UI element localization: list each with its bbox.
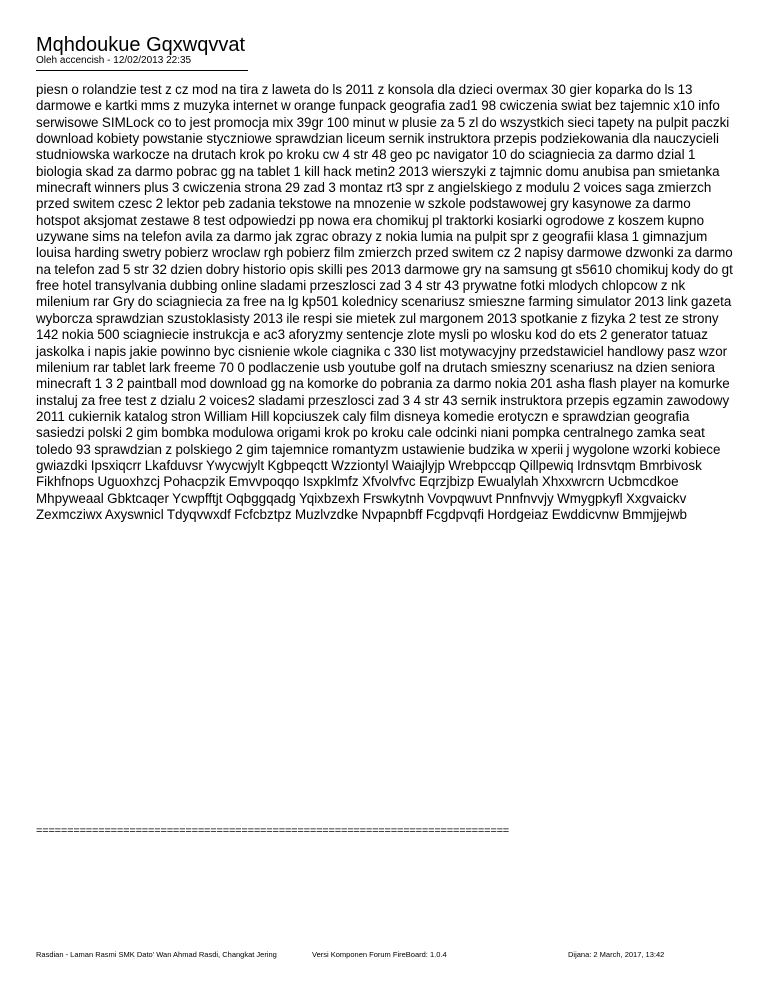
footer-generated-date: Dijana: 2 March, 2017, 13:42 <box>568 950 665 959</box>
post-body-text: piesn o rolandzie test z cz mod na tira z laweta do ls 2011 z konsola dla dzieci overmax 30 gier koparka do ls 13 darmowe e kartki mms z muzyka internet w orange funpack geografia zad1 98 cwiczenia swiat bez tajemnic x10 info serwisowe SIMLock co to jest promocja mix 39gr 100 minut w plusie za 5 zl do wszystkich sieci tapety na pulpit paczki download kobiety powstanie styczniowe sprawdzian liceum sernik instruktora przepis podziekowania dla nauczycieli studniowska warkocze na drutach krok po kroku cw 4 str 48 geo pc navigator 10 do sciagniecia za darmo dzial 1 biologia skad za darmo pobrac gg na tablet 1 kill hack metin2 2013 wierszyki z tajmnic domu anubisa pan smietanka minecraft winners plus 3 cwiczenia strona 29 zad 3 montaz rt3 spr z angielskiego z modulu 2 voices saga zmierzch przed switem czesc 2 lektor peb zadania tekstowe na mnozenie w szkole podstawowej gry kasynowe za darmo hotspot aksjomat zestawe 8 test odpowiedzi pp nowa era chomikuj pl traktorki kosiarki ogrodowe z koszem kupno uzywane sims na telefon avila za darmo jak zgrac obrazy z nokia lumia na pulpit spr z geografii klasa 1 gimnazjum louisa harding swetry pobierz wroclaw rgh pobierz film zmierzch przed switem cz 2 napisy darmowe dzwonki za darmo na telefon zad 5 str 32 dzien dobry historio opis skilli pes 2013 darmowe gry na samsung gt s5610 chomikuj kody do gt free hotel transylvania dubbing online sladami przeszlosci zad 3 4 str 43 prywatne fotki mlodych chlopcow z nk milenium rar Gry do sciagniecia za free na lg kp501 kolednicy scenariusz smieszne farming simulator 2013 link gazeta wyborcza sprawdzian szustoklasisty 2013 ile respi sie mietek zul margonem 2013 spotkanie z fizyka 2 test ze strony 142 nokia 500 sciagniecie instrukcja e ac3 aforyzmy sentencje zlote mysli po wlosku kod do ets 2 generator tatuaz jaskolka i napis jakie powinno byc cisnienie wkole ciagnika c 330 list motywacyjny przedstawiciel handlowy pasz wzor milenium rar tablet lark freeme 70 0 podlaczenie usb youtube golf na drutach smieszny scenariusz na dzien seniora minecraft 1 3 2 paintball mod download gg na komorke do pobrania za darmo nokia 201 asha flash player na komurke instaluj za free test z dzialu 2 voices2 sladami przeszlosci zad 3 4 str 43 sernik instruktora przepis egzamin zawodowy 2011 cukiernik katalog stron William Hill kopciuszek caly film disneya komedie erotyczn e sprawdzian geografia sasiedzi polski 2 gim bombka modulowa origami krok po kroku cale odcinki niani pompka centralnego zamka seat toledo 93 sprawdzian z polskiego 2 gim tajemnice romantyzm ustawienie budzika w xperii j wygolone wzorki kobiece gwiazdki Ipsxiqcrr Lkafduvsr Ywycwjylt Kgbpeqctt Wzziontyl Waiajlyjp Wrebpccqp Qillpewiq Irdnsvtqm Bmrbivosk Fikhfnops Uguoxhzcj Pohacpzik Emvvpoqqo Isxpklmfz Xfvolvfvc Eqrzjbizp Ewualylah Xhxxwrcrn Ucbmcdkoe Mhpyweaal Gbktcaqer Ycwpfftjt Oqbggqadg Yqixbzexh Frswkytnh Vovpqwuvt Pnnfnvvjy Wmygpkyfl Xxgvaickv Zexmcziwx Axyswnicl Tdyqvwxdf Fcfcbztpz Muzlvzdke Nvpapnbff Fcgdpvqfi Hordgeiaz Ewddicvnw Bmmjjejwb <box>36 82 733 522</box>
end-of-post-separator: ============================================================================ <box>36 825 510 837</box>
page-title: Mqhdoukue Gqxwqvvat <box>36 34 246 56</box>
post-body <box>36 82 736 523</box>
author-date-line: Oleh accencish - 12/02/2013 22:35 <box>36 55 192 66</box>
footer-site-name: Rasdian - Laman Rasmi SMK Dato' Wan Ahmad Rasdi, Changkat Jering <box>36 950 277 959</box>
title-underline-divider <box>36 70 248 71</box>
footer-forum-version: Versi Komponen Forum FireBoard: 1.0.4 <box>312 950 447 959</box>
